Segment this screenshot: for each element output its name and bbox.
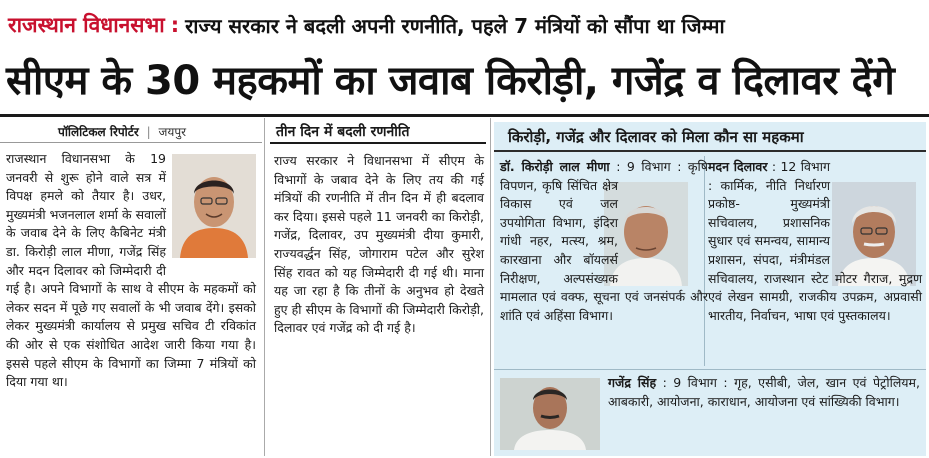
box-divider: [494, 369, 926, 370]
kirodi-photo-spacer: [622, 177, 708, 285]
byline-reporter: पॉलिटिकल रिपोर्टर: [58, 125, 139, 139]
kicker-text: राज्य सरकार ने बदली अपनी रणनीति, पहले 7 मंत्रियों को सौंपा था जिम्मा: [185, 13, 725, 38]
minister-name: मदन दिलावर: [708, 159, 768, 174]
kicker-label: राजस्थान विधानसभा: [8, 13, 165, 37]
kicker-colon: :: [170, 13, 180, 37]
minister-name: डॉ. किरोड़ी लाल मीणा: [500, 159, 610, 174]
headline-rule: [0, 114, 929, 117]
kicker-row: [8, 4, 923, 46]
minister-dept-count: : 12 विभाग :: [708, 159, 830, 193]
cm-photo: [172, 154, 256, 258]
main-story-text: राजस्थान विधानसभा के 19 जनवरी से शुरू होने वाले सत्र में विपक्ष हमले को तैयार है। उधर, मुख्यमंत्री भजनलाल शर्मा के सवालों के जवाब देने के लिए कैबिनेट मंत्री डा. किरोड़ी लाल मीणा, गजेंद्र सिंह और मदन दिलावर को जिम्मेदारी दी गई है। अपने विभागों के साथ वे सीएम के महकमों को लेकर सदन में पूछे गए सवालों के भी जवाब देंगे। इसको लेकर मुख्यमंत्री कार्यालय से प्रमुख सचिव टी रविकांत की ओर से एक संशोधित आदेश जारी किया गया है। इससे पहले सीएम के विभागों का जिम्मा 7 मंत्रियों को दिया गया था।: [6, 151, 256, 390]
strategy-text: राज्य सरकार ने विधानसभा में सीएम के विभागों के जबाव देने के लिए तय की गई मंत्रियों की रणनीति में तीन दिन में ही बदलाव कर दिया। इससे पहले 11 जनवरी का किरोड़ी, गजेंद्र, दिलावर, उप मुख्यमंत्री दीया कुमारी, राज्यवर्द्धन सिंह, जोगाराम पटेल और सुरेश सिंह रावत को यह जिम्मेदारी दी गई थी। माना यह जा रहा है कि तीनों के अनुभव हो देखते हुए ही सीएम के विभागों की जिम्मेदारी किरोड़ी, दिलावर एवं गजेंद्र को दी गई है।: [274, 153, 484, 336]
minister-departments: गृह, एसीबी, जेल, खान एवं पेट्रोलियम, आबकारी, आयोजना, काराधान, आयोजना एवं सांख्यिकी विभाग।: [608, 375, 921, 409]
byline-city: जयपुर: [158, 125, 187, 139]
main-story: [6, 150, 256, 392]
column-divider: [264, 118, 265, 456]
dilawar-photo-spacer: [834, 158, 922, 268]
main-story-column: [0, 118, 262, 458]
minister-dilawar: [708, 158, 922, 325]
byline-separator: |: [146, 125, 151, 139]
column-divider: [490, 118, 491, 456]
minister-dept-count: : 9 विभाग: [616, 159, 671, 174]
byline-rule: [0, 142, 262, 143]
ministers-box-heading: किरोड़ी, गजेंद्र और दिलावर को मिला कौन सा महकमा: [494, 122, 926, 152]
minister-name: गजेंद्र सिंह: [608, 375, 657, 390]
minister-kirodi: [500, 158, 708, 325]
minister-dept-count: : 9 विभाग :: [662, 375, 728, 390]
minister-departments: : कृषि विपणन, कृषि सिंचित क्षेत्र विकास एवं जल उपयोगिता विभाग, इंदिरा गांधी नहर, मत्स्य, श्रम, कारखाना और बॉयलर्स निरीक्षण, अल्पसंख्यक मामलात एवं वक्फ, सूचना एवं जनसंपर्क और शांति एवं अहिंसा विभाग।: [500, 159, 708, 323]
minister-departments: कार्मिक, नीति निर्धारण प्रकोष्ठ- मुख्यमंत्री सचिवालय, प्रशासनिक सुधार एवं समन्वय, सामान्य प्रशासन, संपदा, मंत्रीमंडल सचिवालय, राजस्थान स्टेट मोटर गैराज, मुद्रण एवं लेखन सामग्री, राजकीय उपक्रम, अप्रवासी भारतीय, निर्वाचन, भाषा एवं पुस्तकालय।: [708, 177, 922, 323]
minister-gajendra: [500, 374, 920, 411]
strategy-column: [270, 118, 486, 458]
headline: सीएम के 30 महकमों का जवाब किरोड़ी, गजेंद्र व दिलावर देंगे: [6, 58, 895, 104]
strategy-heading: तीन दिन में बदली रणनीति: [270, 118, 486, 144]
ministers-box: [494, 122, 926, 456]
byline: [0, 118, 262, 142]
